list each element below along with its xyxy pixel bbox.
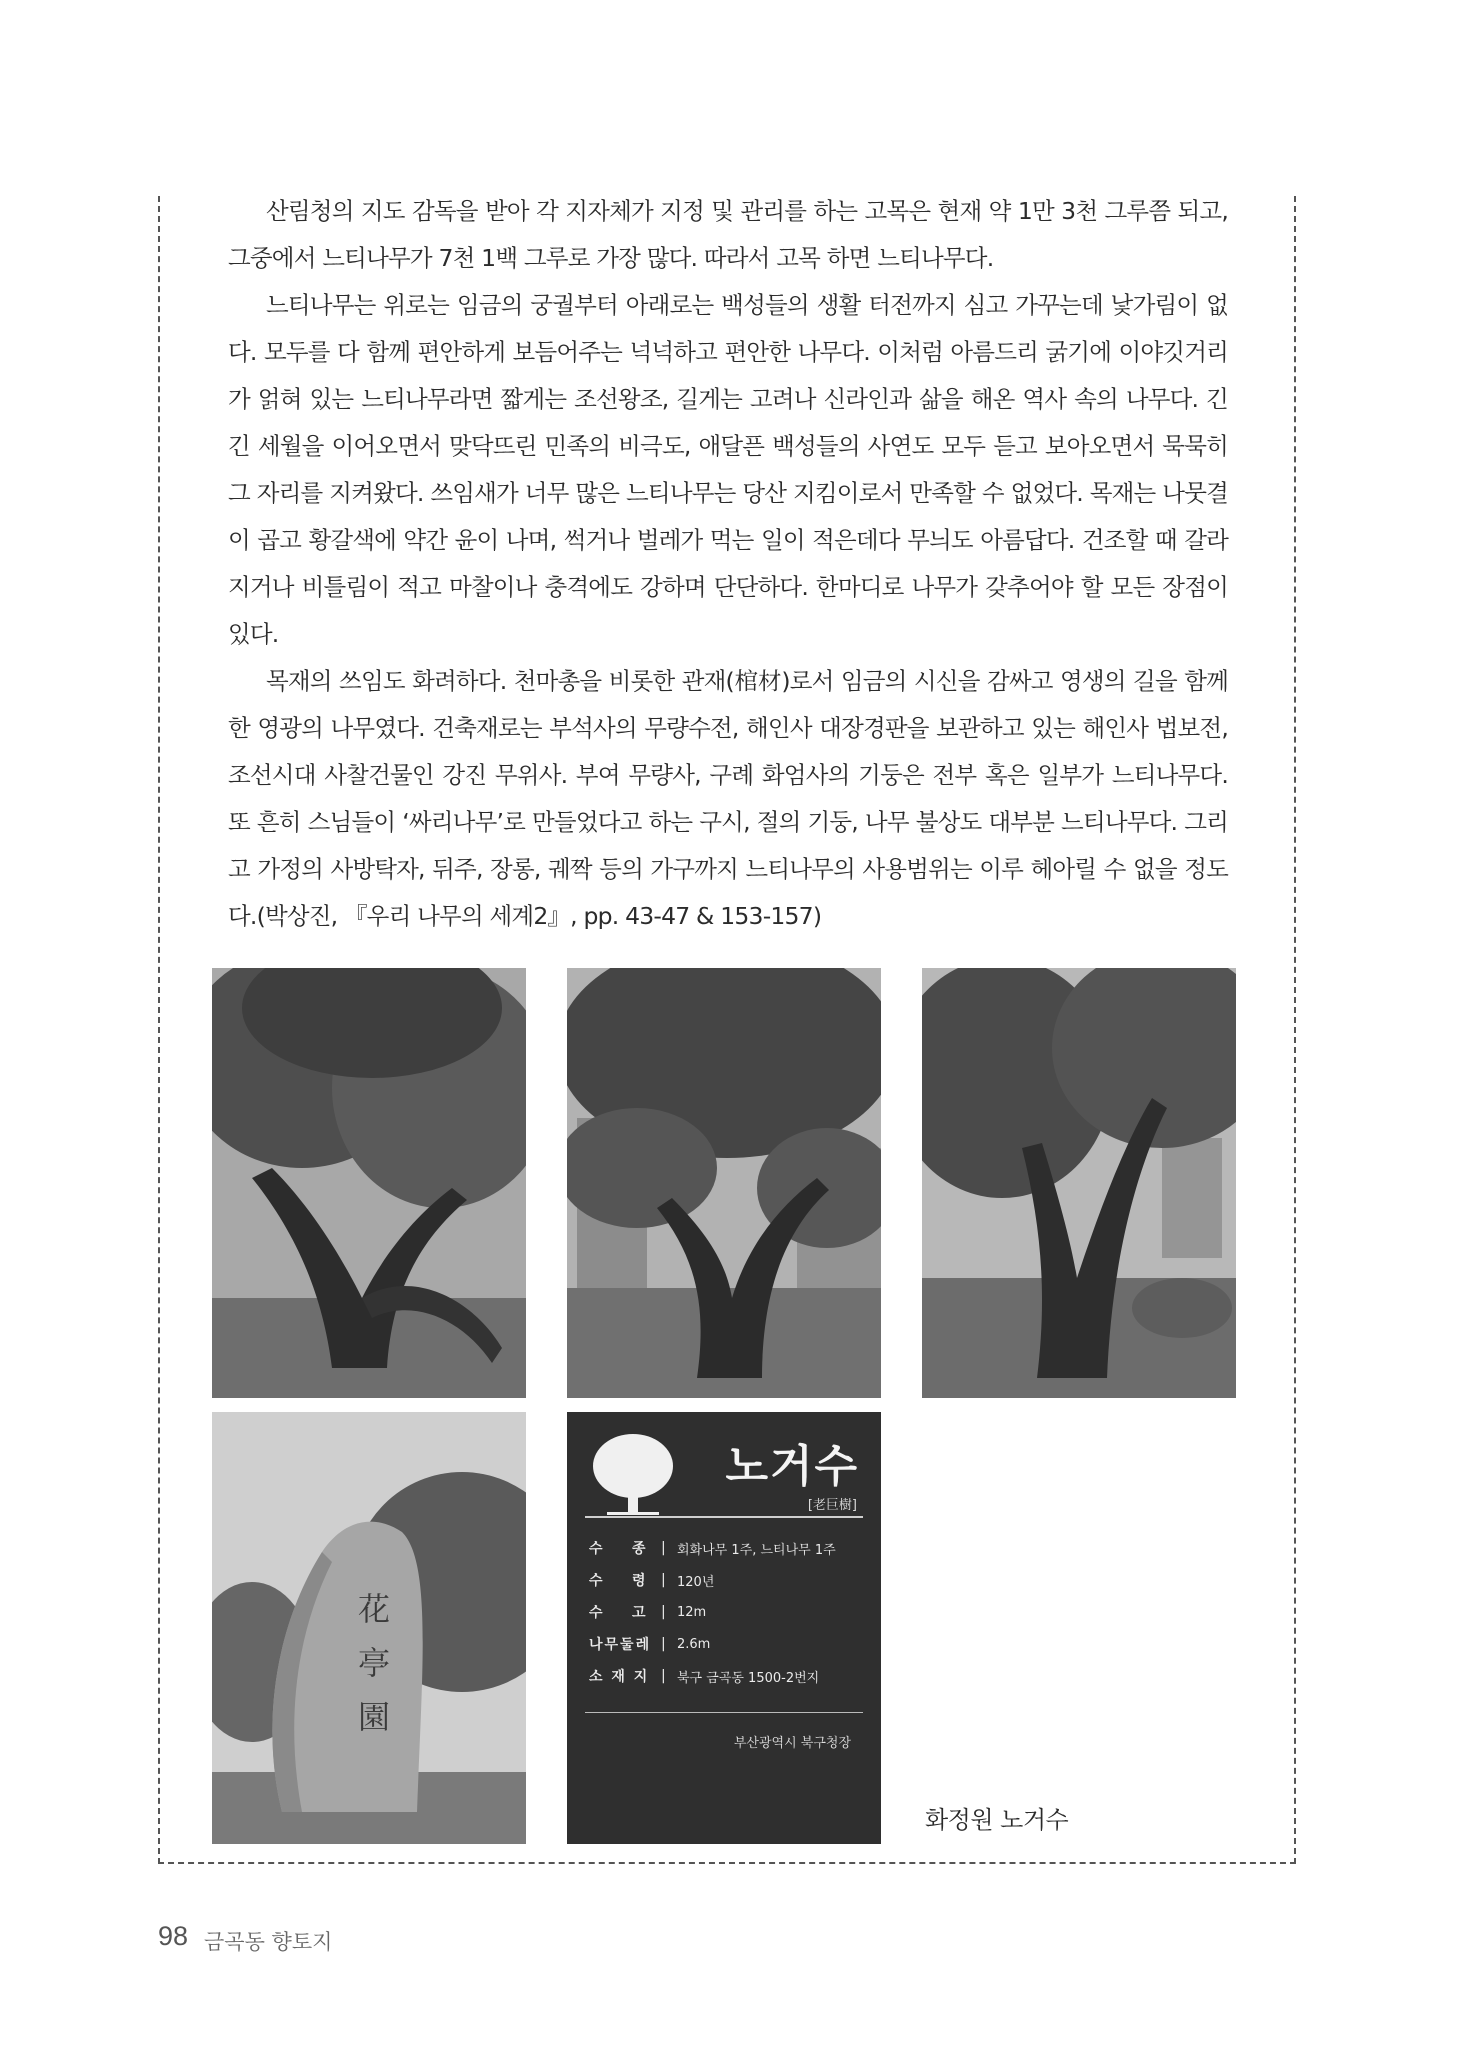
sign-footer: 부산광역시 북구청장 bbox=[733, 1736, 851, 1751]
paragraph-1: 산림청의 지도 감독을 받아 각 지자체가 지정 및 관리를 하는 고목은 현재 약 1만 3천 그루쯤 되고, 그중에서 느티나무가 7천 1백 그루로 가장 많다. 따라서 고목 하면 느티나무다. bbox=[228, 197, 1228, 272]
stone-inscription: 花亭園 bbox=[357, 1590, 390, 1736]
sign-row-age: 수 령 | 120년 bbox=[589, 1564, 871, 1596]
sign-row-value: 2.6m bbox=[677, 1636, 711, 1652]
tree-info-sign bbox=[567, 1412, 881, 1844]
sign-row-key: 수 고 bbox=[589, 1605, 648, 1621]
sign-row-key: 수 종 bbox=[589, 1541, 648, 1557]
stone-monument-photo bbox=[212, 1412, 526, 1844]
sign-row-height: 수 고 | 12m bbox=[589, 1596, 871, 1628]
sign-rows bbox=[589, 1532, 871, 1692]
page-number: 98 bbox=[158, 1921, 189, 1951]
book-title: 금곡동 향토지 bbox=[204, 1930, 333, 1954]
sign-row-key: 나무둘레 bbox=[589, 1637, 652, 1653]
sign-hanja: [老巨樹] bbox=[807, 1498, 857, 1513]
sign-divider bbox=[585, 1516, 863, 1518]
tree-photo-1 bbox=[212, 968, 526, 1398]
paragraph-2: 느티나무는 위로는 임금의 궁궐부터 아래로는 백성들의 생활 터전까지 심고 가꾸는데 낯가림이 없다. 모두를 다 함께 편안하게 보듬어주는 넉넉하고 편안한 나무다. 이처럼 아름드리 굵기에 이야깃거리가 얽혀 있는 느티나무라면 짧게는 조선왕조, 길게는 고려나 신라인과 삶을 해온 역사 속의 나무다. 긴긴 세월을 이어오면서 맞닥뜨린 민족의 비극도, 애달픈 백성들의 사연도 모두 듣고 보아오면서 묵묵히 그 자리를 지켜왔다. 쓰임새가 너무 많은 느티나무는 당산 지킴이로서 만족할 수 없었다. 목재는 나뭇결이 곱고 황갈색에 약간 윤이 나며, 썩거나 벌레가 먹는 일이 적은데다 무늬도 아름답다. 건조할 때 갈라지거나 비틀림이 적고 마찰이나 충격에도 강하며 단단하다. 한마디로 나무가 갖추어야 할 모든 장점이 있다. bbox=[228, 291, 1228, 648]
tree-photo-3 bbox=[922, 968, 1236, 1398]
sign-row-value: 회화나무 1주, 느티나무 1주 bbox=[677, 1542, 836, 1558]
sign-row-species: 수 종 | 회화나무 1주, 느티나무 1주 bbox=[589, 1532, 871, 1564]
sign-row-key: 수 령 bbox=[589, 1573, 648, 1589]
body-text bbox=[228, 188, 1228, 940]
sign-divider-bottom bbox=[585, 1712, 863, 1713]
photo-caption: 화정원 노거수 bbox=[925, 1806, 1069, 1834]
tree-photo-2 bbox=[567, 968, 881, 1398]
sign-title: 노거수 bbox=[725, 1441, 859, 1492]
paragraph-3: 목재의 쓰임도 화려하다. 천마총을 비롯한 관재(棺材)로서 임금의 시신을 감싸고 영생의 길을 함께한 영광의 나무였다. 건축재로는 부석사의 무량수전, 해인사 대장경판을 보관하고 있는 해인사 법보전, 조선시대 사찰건물인 강진 무위사. 부여 무량사, 구례 화엄사의 기둥은 전부 혹은 일부가 느티나무다. 또 흔히 스님들이 ‘싸리나무’로 만들었다고 하는 구시, 절의 기둥, 나무 불상도 대부분 느티나무다. 그리고 가정의 사방탁자, 뒤주, 장롱, 궤짝 등의 가구까지 느티나무의 사용범위는 이루 헤아릴 수 없을 정도다.(박상진, 『우리 나무의 세계2』, pp. 43-47 & 153-157) bbox=[228, 667, 1228, 930]
sign-row-location: 소 재 지 | 북구 금곡동 1500-2번지 bbox=[589, 1660, 871, 1692]
sign-row-girth: 나무둘레 | 2.6m bbox=[589, 1628, 871, 1660]
sign-row-value: 12m bbox=[677, 1604, 707, 1620]
tree-icon bbox=[587, 1428, 679, 1520]
sign-row-value: 북구 금곡동 1500-2번지 bbox=[677, 1670, 820, 1686]
sign-row-value: 120년 bbox=[677, 1574, 715, 1590]
sign-row-key: 소 재 지 bbox=[589, 1669, 650, 1685]
